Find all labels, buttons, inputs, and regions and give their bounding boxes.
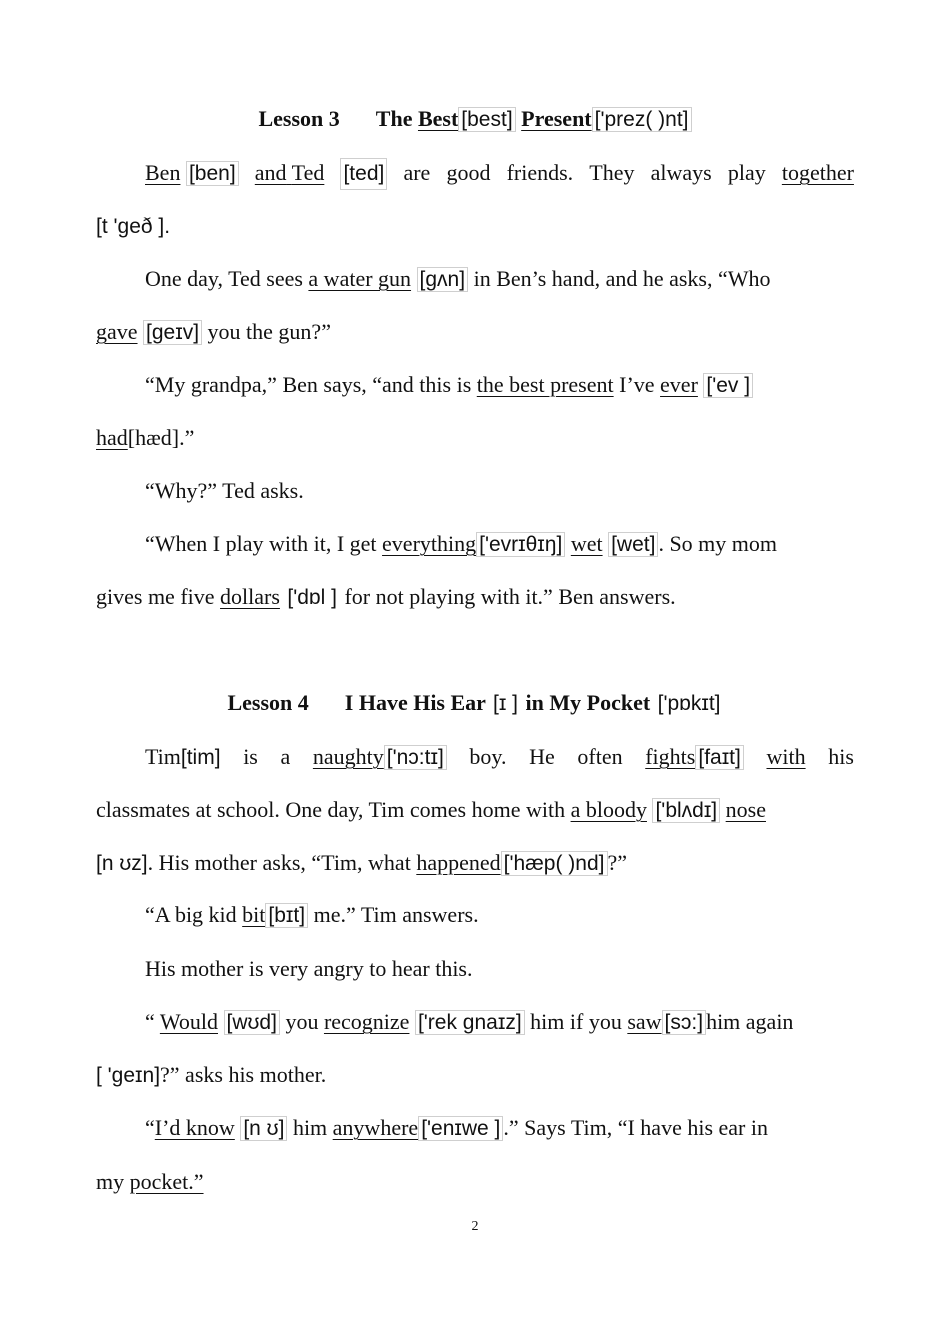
paragraph-line: classmates at school. One day, Tim comes home with a bloody ['blʌdɪ] nose	[96, 797, 766, 822]
vocab-word: Present	[521, 106, 592, 131]
paragraph-line: One day, Ted sees a water gun [gʌn] in Ben’s hand, and he asks, “Who	[145, 266, 771, 291]
paragraph-line: Ben [ben] and Ted [ted] are good friends. They always play together	[145, 158, 854, 190]
paragraph-line: [n ʊz]. His mother asks, “Tim, what happened ['hæp( )nd] ?”	[96, 850, 628, 875]
vocab-word: Best	[417, 106, 459, 131]
paragraph-line: “ Would [wʊd] you recognize ['rek ɡnaɪz] him if you saw [sɔ:] him again	[145, 1009, 794, 1034]
paragraph-line: had[hæd].”	[96, 425, 195, 450]
paragraph-line: my pocket.”	[96, 1169, 204, 1194]
paragraph-line: gives me five dollars ['dɒl ] for not playing with it.” Ben answers.	[96, 584, 676, 609]
paragraph-line: “I’d know [n ʊ] him anywhere ['enɪwe ] .” Says Tim, “I have his ear in	[145, 1115, 768, 1140]
paragraph-line: [ 'geɪn]?” asks his mother.	[96, 1062, 327, 1087]
paragraph-line: gave [ɡeɪv] you the gun?”	[96, 319, 331, 344]
paragraph-line: “A big kid bit [bɪt] me.” Tim answers.	[145, 902, 479, 927]
phonetic: ['prez( )nt]	[592, 107, 692, 132]
paragraph-line: His mother is very angry to hear this.	[145, 956, 473, 981]
lesson-number: Lesson 4	[227, 690, 309, 715]
lesson4-title: Lesson 4 I Have His Ear [ɪ ] in My Pocket ['pɒkɪt]	[227, 690, 721, 715]
paragraph-line: “When I play with it, I get everything ['evrɪθɪŋ] wet [wet] . So my mom	[145, 531, 778, 556]
phonetic: [best]	[458, 107, 515, 132]
lesson3-title: Lesson 3 The Best [best] Present ['prez( )nt]	[0, 104, 950, 135]
paragraph-line: Tim[tim] is a naughty ['nɔ:tɪ] boy. He often fights [faɪt] with his	[145, 744, 854, 769]
paragraph-line: “My grandpa,” Ben says, “and this is the best present I’ve ever ['ev ]	[145, 370, 854, 401]
paragraph-line: [t 'geð ].	[96, 215, 171, 238]
page-number: 2	[471, 1219, 479, 1234]
paragraph-line: “Why?” Ted asks.	[145, 478, 304, 503]
lesson-number: Lesson 3	[258, 106, 340, 131]
